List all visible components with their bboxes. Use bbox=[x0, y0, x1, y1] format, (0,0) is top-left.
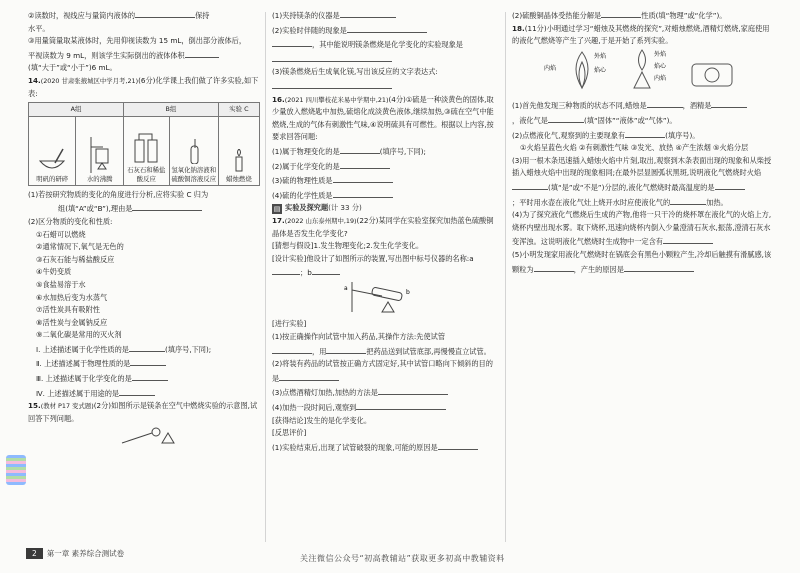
text-line: ，酒精是 bbox=[682, 101, 712, 111]
text-line: (1)按正确操作向试管中加入药品,其操作方法:先使试管 bbox=[272, 332, 446, 342]
question-number: 15. bbox=[28, 401, 41, 411]
heating-apparatus-illustration bbox=[342, 280, 422, 314]
question-source: (2022 山东泰州期中,19) bbox=[284, 216, 357, 225]
experiment-table bbox=[28, 102, 260, 186]
text-line: (1)实验结束后,出现了试管破裂的现象,可能的原因是 bbox=[272, 442, 438, 452]
svg-text:a: a bbox=[344, 284, 348, 292]
answer-blank[interactable] bbox=[119, 386, 155, 396]
text-line: (1)首先他发现三种物质的状态不同,蜡烛是 bbox=[512, 101, 647, 111]
text-line: 性质(填“物理”或“化学”)。 bbox=[641, 11, 727, 20]
answer-blank[interactable] bbox=[326, 344, 366, 354]
cell-label: 氢氧化钠溶液和硫酸铜溶液反应 bbox=[171, 165, 217, 183]
column-right bbox=[512, 8, 774, 276]
answer-blank[interactable] bbox=[347, 23, 427, 33]
section-points: (计 33 分) bbox=[328, 203, 362, 213]
answer-blank[interactable] bbox=[601, 8, 641, 18]
answer-blank[interactable] bbox=[625, 128, 665, 138]
table-header: 实验 C bbox=[218, 103, 259, 117]
answer-blank[interactable] bbox=[135, 8, 195, 18]
table-header: A组 bbox=[29, 103, 124, 117]
text-line: (填“大于”或“小于”)6 mL。 bbox=[28, 63, 117, 73]
column-left: ②读数时，视线应与量筒内液体的 保持 水平。 ③用量筒量取某液体时，先用仰视读数为 15 mL，倒出部分液体后， 平视读数为 9 mL，则该学生实际倒出的液体体积 (填“大于”或“小于”)6 mL。 14.(2020 甘肃张掖城区中学月考,21)(6分)化学课上我们做了许多实验,如下表: A组 B组 实验 C 明矾的研碎 水的沸腾 石灰石和稀盐酸反应 氢氧化钠溶液和硫酸铜溶液反应 蜡烛燃烧 (1)若按研究物质的变化的角度进行分析,应将实验 C 归为 组(填“A”或“B”),理由是 (2)区分物质的变化和性质: ①石蜡可以燃烧 ②通常情况下,氧气是无色的 ③石灰石能与稀盐酸反应 ④牛奶变质 ⑤食盐易溶于水 ⑥水加热后变为水蒸气 ⑦活性炭具有吸附性 ⑧活性炭与金属钠反应 ⑨二氧化碳是常用的灭火剂 Ⅰ. 上述描述属于化学性质的是 (填序号,下同); Ⅱ. 上述描述属于物理性质的是 Ⅲ. 上述描述属于化学变化的是 Ⅳ. 上述描述属于用途的是 15.(教材 P17 变式题)(2分)如图所示是镁条在空气中燃烧实验的示意图,试回答下列问题。 bbox=[28, 8, 260, 452]
text-line: (填“是”或“不是”)分层的,液化气燃烧时最高温度的是 bbox=[548, 182, 715, 192]
text-line: 组(填“A”或“B”),理由是 bbox=[58, 204, 133, 214]
text-line: (2)区分物质的变化和性质: bbox=[28, 216, 113, 226]
text-line: (填“固体”“液体”或“气体”)。 bbox=[583, 115, 677, 125]
text-line: [反思评价] bbox=[272, 428, 307, 438]
list-item: ①火焰呈蓝色火焰 ②有刺激性气味 ③发光、放热 ④产生浓烟 ⑤火焰分层 bbox=[520, 143, 749, 153]
answer-blank[interactable] bbox=[279, 371, 339, 381]
text-line: ；平时用水壶在液化气灶上烧开水时应使液化气的 bbox=[512, 197, 671, 207]
answer-blank[interactable] bbox=[624, 262, 694, 272]
text-line: [进行实验] bbox=[272, 319, 307, 329]
question-number: 17. bbox=[272, 215, 285, 225]
text-line: Ⅰ. 上述描述属于化学性质的是 bbox=[36, 344, 129, 354]
column-divider bbox=[265, 12, 266, 542]
answer-blank[interactable] bbox=[340, 8, 396, 18]
text-line: ③用量筒量取某液体时，先用仰视读数为 15 mL，倒出部分液体后， bbox=[28, 36, 247, 46]
answer-blank[interactable] bbox=[272, 344, 312, 354]
answer-blank[interactable] bbox=[312, 265, 340, 275]
text-line: ，液化气是 bbox=[512, 115, 548, 125]
flame-label: 焰心 bbox=[594, 66, 607, 74]
cell-label: 水的沸腾 bbox=[86, 174, 113, 183]
question-source: (2021 四川攀枝花米易中学期中,21) bbox=[284, 95, 389, 104]
cell-label: 明矾的研碎 bbox=[36, 174, 69, 183]
text-line: [获得结论]发生的是化学变化。 bbox=[272, 415, 372, 425]
text-line: 加热。 bbox=[706, 197, 728, 207]
question-number: 16. bbox=[272, 94, 285, 104]
column-middle bbox=[272, 8, 500, 454]
list-item: ⑧活性炭与金属钠反应 bbox=[36, 317, 108, 327]
gas-generator-icon bbox=[131, 130, 161, 164]
answer-blank[interactable] bbox=[647, 98, 683, 108]
candle-icon bbox=[229, 149, 249, 173]
flame-label: 内焰 bbox=[544, 64, 557, 72]
text-line: [猜想与假设]1.发生物理变化;2.发生化学变化。 bbox=[272, 241, 424, 251]
text-line: (4)为了探究液化气燃烧后生成的产物,他将一只干冷的烧杯罩在液化气的火焰上方,烧杯内壁出现水雾。取下烧杯,迅速向烧杯内倒入少量澄清石灰水,振荡,澄清石灰水变浑浊。这说明液化气燃烧时生成物中一定含有 bbox=[512, 210, 772, 247]
answer-blank[interactable] bbox=[132, 371, 168, 381]
text-line: (1)若按研究物质的变化的角度进行分析,应将实验 C 归为 bbox=[28, 189, 209, 199]
cell-label: 石灰石和稀盐酸反应 bbox=[127, 165, 166, 183]
answer-blank[interactable] bbox=[512, 180, 548, 190]
text-line: (2)点燃液化气,观察到的主要现象有 bbox=[512, 130, 626, 140]
flame-label: 内焰 bbox=[654, 74, 667, 82]
text-line: (3)镁条燃烧后生成氧化镁,写出该反应的文字表达式: bbox=[272, 67, 438, 77]
list-item: ⑨二氧化碳是常用的灭火剂 bbox=[36, 330, 122, 340]
text-line: ，用 bbox=[312, 346, 327, 356]
answer-blank[interactable] bbox=[534, 262, 574, 272]
question-text: (22分)某同学在实验室探究加热蓝色硫酸铜晶体是否发生化学变化? bbox=[272, 215, 494, 238]
text-line: (4)硫的化学性质是 bbox=[272, 190, 333, 200]
text-line: ，其中能说明镁条燃烧是化学变化的实验现象是 bbox=[312, 40, 463, 50]
question-text: (4分)①硫是一种淡黄色的固体,取少量放入燃烧匙中加热,硫熔化成淡黄色液体,继续加热,③硫在空气中能燃烧,生成的气体有刺激性气味,④说明硫具有可燃性。根据以上内容,按要求回答问题: bbox=[272, 94, 494, 142]
text-line: (3)点燃酒精灯加热,加热的方法是 bbox=[272, 388, 378, 398]
boiling-water-apparatus-icon bbox=[85, 133, 115, 173]
question-source: (教材 P17 变式题) bbox=[40, 402, 94, 411]
flame-label: 外焰 bbox=[654, 50, 667, 58]
text-line: Ⅲ. 上述描述属于化学变化的是 bbox=[36, 374, 132, 384]
section-title: 实验及探究题 bbox=[285, 203, 329, 213]
answer-blank[interactable] bbox=[272, 265, 300, 275]
text-line: [设计实验]他设计了如图所示的装置,写出图中标号仪器的名称:a bbox=[272, 253, 474, 263]
text-line: 平视读数为 9 mL，则该学生实际倒出的液体体积 bbox=[28, 50, 185, 60]
answer-blank[interactable] bbox=[333, 188, 393, 198]
text-line: ，产生的原因是 bbox=[573, 264, 624, 274]
list-item: ②通常情况下,氧气是无色的 bbox=[36, 242, 124, 252]
table-cell bbox=[29, 116, 76, 185]
magnesium-burning-illustration bbox=[118, 425, 178, 447]
answer-blank[interactable] bbox=[185, 48, 219, 58]
answer-blank[interactable] bbox=[438, 440, 478, 450]
page-footer bbox=[26, 548, 124, 559]
answer-blank[interactable] bbox=[272, 52, 392, 62]
answer-blank[interactable] bbox=[130, 356, 166, 366]
text-line: Ⅳ. 上述描述属于用途的是 bbox=[36, 388, 120, 398]
list-item: ⑤食盐易溶于水 bbox=[36, 279, 86, 289]
answer-blank[interactable] bbox=[670, 195, 706, 205]
answer-blank[interactable] bbox=[272, 37, 312, 47]
text-line: (1)夹持镁条的仪器是 bbox=[272, 11, 340, 20]
table-cell bbox=[218, 116, 259, 185]
question-number: 18. bbox=[512, 23, 525, 33]
answer-blank[interactable] bbox=[548, 113, 584, 123]
text-line: (1)属于物理变化的是 bbox=[272, 146, 340, 156]
question-number: 14. bbox=[28, 75, 41, 85]
section-heading bbox=[272, 202, 500, 215]
text-line: ；b bbox=[300, 268, 312, 278]
mortar-pestle-icon bbox=[37, 145, 67, 173]
answer-blank[interactable] bbox=[132, 201, 202, 211]
text-line: 水平。 bbox=[28, 23, 50, 33]
flame-label: 焰心 bbox=[654, 62, 667, 70]
text-line: (2)实验时伴随的现象是 bbox=[272, 25, 347, 35]
answer-blank[interactable] bbox=[711, 98, 747, 108]
answer-blank[interactable] bbox=[333, 173, 393, 183]
list-item: ③石灰石能与稀盐酸反应 bbox=[36, 254, 115, 264]
text-line: (5)小明发现家用液化气燃烧时在锅底会有黑色小颗粒产生,冷却后触摸有滑腻感,该颗粒为 bbox=[512, 249, 772, 274]
answer-blank[interactable] bbox=[715, 180, 745, 190]
table-cell bbox=[76, 116, 123, 185]
answer-blank[interactable] bbox=[356, 400, 446, 410]
list-item: ④牛奶变质 bbox=[36, 267, 72, 277]
text-line: (3)硫的物理性质是 bbox=[272, 176, 333, 186]
chapter-label: 第一章 素养综合测试卷 bbox=[46, 549, 125, 558]
answer-blank[interactable] bbox=[340, 144, 380, 154]
answer-blank[interactable] bbox=[378, 385, 448, 395]
text-line: (2)属于化学变化的是 bbox=[272, 161, 340, 171]
answer-blank[interactable] bbox=[340, 159, 390, 169]
answer-blank[interactable] bbox=[129, 342, 165, 352]
svg-text:b: b bbox=[406, 288, 410, 296]
column-divider bbox=[505, 12, 506, 542]
text-line: ②读数时，视线应与量筒内液体的 bbox=[28, 11, 136, 20]
list-item: ⑥水加热后变为水蒸气 bbox=[36, 292, 108, 302]
question-text: (6分)化学课上我们做了许多实验,如下表: bbox=[28, 75, 259, 98]
page-number: 2 bbox=[26, 548, 43, 559]
cell-label: 蜡烛燃烧 bbox=[226, 174, 252, 183]
answer-blank[interactable] bbox=[272, 79, 392, 89]
table-cell bbox=[123, 116, 169, 185]
question-text: (2分)如图所示是镁条在空气中燃烧实验的示意图,试回答下列问题。 bbox=[28, 401, 258, 423]
dropper-tube-icon bbox=[179, 138, 209, 164]
table-cell bbox=[169, 116, 218, 185]
text-line: 把药品送到试管底部,再慢慢直立试管。 bbox=[366, 346, 491, 356]
text-line: (4)加热一段时间后,观察到 bbox=[272, 403, 357, 413]
text-line: (填序号)。 bbox=[665, 130, 700, 140]
text-line: (2)将装有药品的试管按正确方式固定好,其中试管口略向下倾斜的目的是 bbox=[272, 359, 493, 383]
text-line: (填序号,下同); bbox=[379, 146, 426, 156]
flame-diagram bbox=[542, 48, 742, 94]
table-header: B组 bbox=[123, 103, 218, 117]
list-item: ⑦活性炭具有吸附性 bbox=[36, 305, 100, 315]
answer-blank[interactable] bbox=[663, 234, 713, 244]
question-text: (11分)小明通过学习“蜡烛及其燃烧的探究”,对蜡烛燃烧,酒精灯燃烧,家庭使用的液化气燃烧等产生了兴趣,于是开始了系列实验。 bbox=[512, 23, 770, 46]
text-line: (填序号,下同); bbox=[164, 344, 212, 354]
section-icon: ▤ bbox=[273, 204, 281, 213]
qr-sticker bbox=[6, 455, 26, 485]
list-item: ①石蜡可以燃烧 bbox=[36, 229, 86, 239]
watermark-text: 关注微信公众号“初高教辅站”获取更多初高中教辅资料 bbox=[300, 554, 505, 563]
text-line: (2)硫酸铜晶体受热能分解是 bbox=[512, 11, 602, 20]
text-line: (3)用一根木条迅速插入蜡烛火焰中片刻,取出,观察到木条表面出现的现象和从柴授插入蜡烛火焰中出现的现象相同;在最外层显圆弧状黑斑,说明液化气燃烧时火焰 bbox=[512, 155, 772, 178]
question-source: (2020 甘肃张掖城区中学月考,21) bbox=[40, 76, 139, 85]
text-line: Ⅱ. 上述描述属于物理性质的是 bbox=[36, 359, 131, 369]
flame-label: 外焰 bbox=[594, 52, 607, 60]
